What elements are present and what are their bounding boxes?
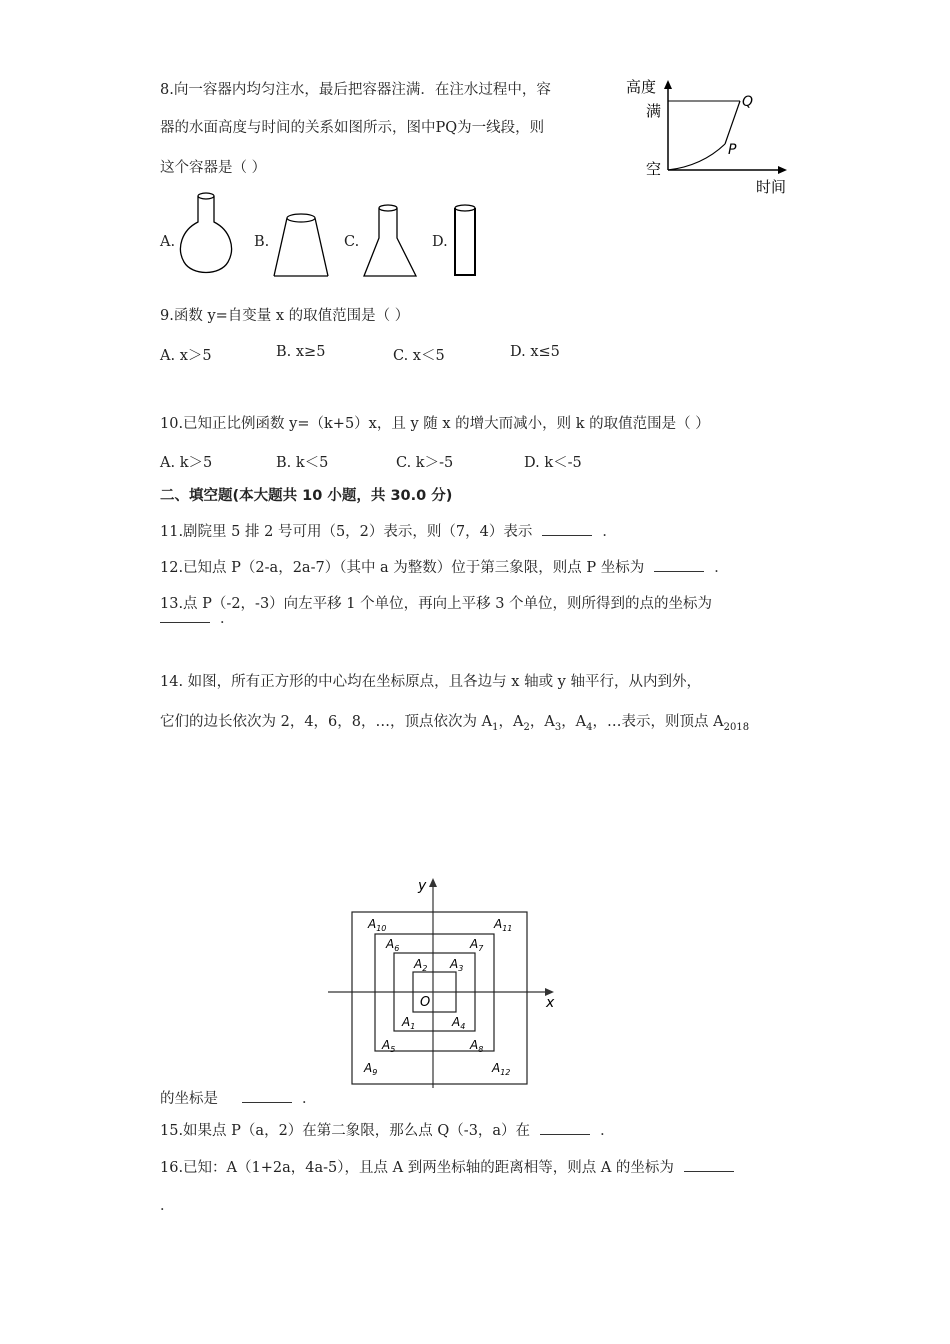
q9-option-a: A. x＞5: [160, 348, 212, 364]
q10-stem: 10.已知正比例函数 y=（k+5）x，且 y 随 x 的增大而减小，则 k 的取值范围是（ ）: [160, 416, 710, 432]
q15-answer-blank[interactable]: [540, 1120, 590, 1135]
q15-period: ．: [600, 1123, 615, 1139]
q16-text: [160, 1157, 744, 1178]
vertex-a5: $A_5$: [382, 1038, 396, 1054]
q15-stem: 15.如果点 P（a，2）在第二象限，那么点 Q（-3，a）在: [160, 1123, 531, 1139]
cylinder-container-icon: [448, 202, 488, 280]
q9-option-d: D. x≤5: [510, 344, 560, 360]
q16-answer-blank[interactable]: [684, 1157, 734, 1172]
q8-option-d: D.: [432, 234, 448, 250]
q12-text: [160, 557, 729, 578]
vertex-a2: $A_2$: [414, 957, 428, 973]
graph-point-q: Q: [742, 94, 754, 110]
q8-text-line2: 器的水面高度与时间的关系如图所示，图中PQ为一线段，则: [160, 120, 545, 136]
q11-text: [160, 521, 617, 542]
q14-a2018-sub: 2018: [723, 721, 750, 733]
q8-text-line1: 8.向一容器内均匀注水，最后把容器注满．在注水过程中，容: [160, 82, 551, 98]
q15-text: [160, 1120, 615, 1141]
flask-round-icon: [176, 190, 246, 280]
q12-answer-blank[interactable]: [654, 557, 704, 572]
vertex-a9: $A_9$: [364, 1061, 378, 1077]
q11-stem: 11.剧院里 5 排 2 号可用（5，2）表示，则（7，4）表示: [160, 524, 533, 540]
vertex-a3: $A_3$: [450, 957, 464, 973]
graph-point-p: P: [728, 142, 737, 158]
q13-stem: 13.点 P（-2，-3）向左平移 1 个单位，再向上平移 3 个单位，则所得到的点的坐标为: [160, 596, 713, 612]
q14-nested-squares-figure: [320, 872, 565, 1092]
q12-period: ．: [714, 560, 729, 576]
q14-period: ．: [302, 1091, 317, 1107]
q10-option-d: D. k＜-5: [524, 455, 582, 471]
vertex-a12: $A_{12}$: [492, 1061, 511, 1077]
q9-option-c: C. x＜5: [393, 348, 445, 364]
graph-full-label: 满: [646, 102, 662, 120]
q14-line2-tail: 表示，则顶点 A: [621, 714, 724, 730]
q12-stem: 12.已知点 P（2-a，2a-7）（其中 a 为整数）位于第三象限，则点 P 坐标为: [160, 560, 645, 576]
q13-answer-blank[interactable]: [160, 608, 210, 623]
q9-stem: 9.函数 y=自变量 x 的取值范围是（ ）: [160, 308, 410, 324]
q14-answer-blank[interactable]: [242, 1088, 292, 1103]
q14-line1: 14. 如图，所有正方形的中心均在坐标原点，且各边与 x 轴或 y 轴平行，从内到外，: [160, 674, 701, 690]
q10-option-c: C. k＞-5: [396, 455, 454, 471]
conical-flask-icon: [360, 202, 424, 280]
q16-period: ．: [160, 1198, 175, 1214]
section-heading: 二、填空题(本大题共 10 小题，共 30.0 分): [160, 488, 453, 504]
q14-line2-text: 它们的边长依次为 2，4，6，8，…，顶点依次为 A: [160, 714, 493, 730]
q10-option-b: B. k＜5: [276, 455, 329, 471]
graph-xlabel: 时间: [756, 178, 787, 196]
q14-line3-text: 的坐标是: [160, 1091, 218, 1107]
q10-option-a: A. k＞5: [160, 455, 213, 471]
vertex-a6: $A_6$: [386, 937, 400, 953]
q8-option-a: A.: [160, 234, 176, 250]
graph-ylabel: 高度: [626, 78, 657, 96]
q8-option-c: C.: [344, 234, 360, 250]
frustum-container-icon: [270, 210, 334, 280]
axis-x-label: x: [546, 995, 555, 1011]
axis-y-label: y: [418, 878, 427, 894]
q9-option-b: B. x≥5: [276, 344, 326, 360]
q13-period: ．: [220, 611, 235, 627]
q11-answer-blank[interactable]: [542, 521, 592, 536]
graph-empty-label: 空: [646, 160, 662, 178]
origin-label: O: [420, 995, 431, 1010]
q16-stem: 16.已知：A（1+2a，4a-5），且点 A 到两坐标轴的距离相等，则点 A 的坐标为: [160, 1160, 674, 1176]
q8-text-line3: 这个容器是（ ）: [160, 160, 267, 176]
q8-option-b: B.: [254, 234, 270, 250]
vertex-a1: $A_1$: [402, 1015, 416, 1031]
q11-period: ．: [602, 524, 617, 540]
vertex-a7: $A_7$: [470, 937, 484, 953]
q14-line3: [160, 1088, 317, 1109]
vertex-a11: $A_{11}$: [494, 917, 513, 933]
vertex-a4: $A_4$: [452, 1015, 466, 1031]
vertex-a10: $A_{10}$: [368, 917, 387, 933]
q8-height-time-graph: [622, 74, 802, 199]
q13-answer-line: [160, 608, 235, 629]
q14-line2: 它们的边长依次为 2，4，6，8，…，顶点依次为 $A_1$，$A_2$，$A_3$，$A_4$，…表示，则顶点 $A_{2018}$: [160, 714, 750, 733]
vertex-a8: $A_8$: [470, 1038, 484, 1054]
